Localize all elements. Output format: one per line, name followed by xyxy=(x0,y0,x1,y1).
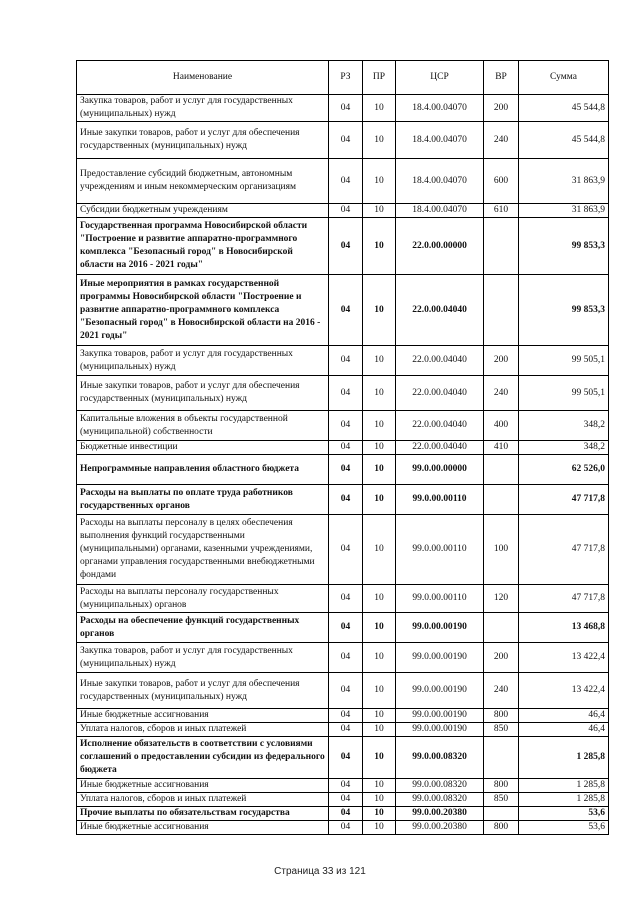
row-name-cell: Расходы на выплаты персоналу государственных (муниципальных) органов xyxy=(77,585,329,613)
row-rz-cell: 04 xyxy=(329,821,363,835)
table-row xyxy=(77,218,609,275)
row-name-cell: Бюджетные инвестиции xyxy=(77,441,329,455)
row-sum-cell: 46,4 xyxy=(519,709,609,723)
row-pr-cell: 10 xyxy=(363,441,396,455)
row-name-cell: Иные закупки товаров, работ и услуг для обеспечения государственных (муниципальных) нужд xyxy=(77,376,329,411)
row-csr-cell: 99.0.00.00000 xyxy=(396,455,484,485)
row-name-cell: Закупка товаров, работ и услуг для государственных (муниципальных) нужд xyxy=(77,643,329,673)
row-vr-cell: 200 xyxy=(484,346,519,376)
row-csr-cell: 99.0.00.00190 xyxy=(396,709,484,723)
table-row xyxy=(77,275,609,346)
row-pr-cell: 10 xyxy=(363,95,396,122)
row-sum-cell: 62 526,0 xyxy=(519,455,609,485)
row-csr-cell: 22.0.00.04040 xyxy=(396,346,484,376)
row-csr-cell: 99.0.00.00190 xyxy=(396,723,484,737)
row-name-cell: Государственная программа Новосибирской области "Построение и развитие аппаратно-программного комплекса "Безопасный город" в Новосибирской области на 2016 - 2021 годы" xyxy=(77,218,329,275)
header-vr: ВР xyxy=(484,61,519,95)
row-rz-cell: 04 xyxy=(329,515,363,585)
row-vr-cell xyxy=(484,275,519,346)
table-row xyxy=(77,376,609,411)
row-sum-cell: 13 422,4 xyxy=(519,673,609,709)
row-rz-cell: 04 xyxy=(329,95,363,122)
row-name-cell: Иные закупки товаров, работ и услуг для обеспечения государственных (муниципальных) нужд xyxy=(77,673,329,709)
row-rz-cell: 04 xyxy=(329,411,363,441)
row-csr-cell: 22.0.00.04040 xyxy=(396,376,484,411)
header-csr: ЦСР xyxy=(396,61,484,95)
row-sum-cell: 46,4 xyxy=(519,723,609,737)
row-pr-cell: 10 xyxy=(363,709,396,723)
table-row xyxy=(77,204,609,218)
row-name-cell: Уплата налогов, сборов и иных платежей xyxy=(77,793,329,807)
row-rz-cell: 04 xyxy=(329,709,363,723)
row-name-cell: Непрограммные направления областного бюджета xyxy=(77,455,329,485)
row-csr-cell: 18.4.00.04070 xyxy=(396,204,484,218)
row-pr-cell: 10 xyxy=(363,585,396,613)
row-csr-cell: 99.0.00.00110 xyxy=(396,585,484,613)
table-row xyxy=(77,95,609,122)
row-sum-cell: 53,6 xyxy=(519,821,609,835)
row-sum-cell: 348,2 xyxy=(519,411,609,441)
row-sum-cell: 99 853,3 xyxy=(519,275,609,346)
row-vr-cell: 240 xyxy=(484,376,519,411)
row-sum-cell: 99 853,3 xyxy=(519,218,609,275)
row-pr-cell: 10 xyxy=(363,376,396,411)
row-sum-cell: 99 505,1 xyxy=(519,376,609,411)
row-vr-cell: 850 xyxy=(484,793,519,807)
table-row xyxy=(77,709,609,723)
row-vr-cell: 400 xyxy=(484,411,519,441)
row-csr-cell: 99.0.00.20380 xyxy=(396,807,484,821)
row-rz-cell: 04 xyxy=(329,793,363,807)
table-row xyxy=(77,485,609,515)
row-name-cell: Капитальные вложения в объекты государственной (муниципальной) собственности xyxy=(77,411,329,441)
row-rz-cell: 04 xyxy=(329,643,363,673)
row-pr-cell: 10 xyxy=(363,737,396,779)
row-csr-cell: 99.0.00.08320 xyxy=(396,737,484,779)
row-sum-cell: 31 863,9 xyxy=(519,159,609,204)
row-pr-cell: 10 xyxy=(363,793,396,807)
row-vr-cell xyxy=(484,455,519,485)
table-row xyxy=(77,821,609,835)
row-sum-cell: 99 505,1 xyxy=(519,346,609,376)
row-vr-cell: 800 xyxy=(484,709,519,723)
row-name-cell: Расходы на выплаты персоналу в целях обеспечения выполнения функций государственными (муниципальными) органами, казенными учреждениями, органами управления государственными внебюджетными фондами xyxy=(77,515,329,585)
row-pr-cell: 10 xyxy=(363,455,396,485)
row-sum-cell: 13 468,8 xyxy=(519,613,609,643)
row-csr-cell: 99.0.00.00110 xyxy=(396,485,484,515)
row-rz-cell: 04 xyxy=(329,275,363,346)
row-name-cell: Иные бюджетные ассигнования xyxy=(77,779,329,793)
row-name-cell: Расходы на выплаты по оплате труда работников государственных органов xyxy=(77,485,329,515)
row-csr-cell: 99.0.00.08320 xyxy=(396,793,484,807)
row-rz-cell: 04 xyxy=(329,485,363,515)
row-pr-cell: 10 xyxy=(363,485,396,515)
table-body xyxy=(77,95,609,835)
row-sum-cell: 47 717,8 xyxy=(519,515,609,585)
row-name-cell: Иные мероприятия в рамках государственной программы Новосибирской области "Построение и развитие аппаратно-программного комплекса "Безопасный город" в Новосибирской области на 2016 - 2021 годы" xyxy=(77,275,329,346)
row-csr-cell: 99.0.00.08320 xyxy=(396,779,484,793)
row-vr-cell: 610 xyxy=(484,204,519,218)
row-name-cell: Иные бюджетные ассигнования xyxy=(77,709,329,723)
row-name-cell: Уплата налогов, сборов и иных платежей xyxy=(77,723,329,737)
row-pr-cell: 10 xyxy=(363,643,396,673)
row-name-cell: Расходы на обеспечение функций государственных органов xyxy=(77,613,329,643)
row-name-cell: Исполнение обязательств в соответствии с условиями соглашений о предоставлении субсидии из федерального бюджета xyxy=(77,737,329,779)
row-pr-cell: 10 xyxy=(363,346,396,376)
row-sum-cell: 1 285,8 xyxy=(519,779,609,793)
row-name-cell: Закупка товаров, работ и услуг для государственных (муниципальных) нужд xyxy=(77,95,329,122)
table-row xyxy=(77,779,609,793)
row-name-cell: Предоставление субсидий бюджетным, автономным учреждениям и иным некоммерческим организациям xyxy=(77,159,329,204)
row-sum-cell: 47 717,8 xyxy=(519,585,609,613)
row-name-cell: Иные закупки товаров, работ и услуг для обеспечения государственных (муниципальных) нужд xyxy=(77,122,329,159)
table-row xyxy=(77,643,609,673)
row-vr-cell xyxy=(484,485,519,515)
row-vr-cell xyxy=(484,218,519,275)
row-csr-cell: 18.4.00.04070 xyxy=(396,159,484,204)
row-rz-cell: 04 xyxy=(329,441,363,455)
row-rz-cell: 04 xyxy=(329,122,363,159)
row-rz-cell: 04 xyxy=(329,723,363,737)
header-pr: ПР xyxy=(363,61,396,95)
table-row xyxy=(77,737,609,779)
row-sum-cell: 45 544,8 xyxy=(519,95,609,122)
table-row xyxy=(77,441,609,455)
row-pr-cell: 10 xyxy=(363,515,396,585)
row-vr-cell: 600 xyxy=(484,159,519,204)
row-pr-cell: 10 xyxy=(363,673,396,709)
header-sum: Сумма xyxy=(519,61,609,95)
row-vr-cell: 200 xyxy=(484,95,519,122)
row-csr-cell: 22.0.00.00000 xyxy=(396,218,484,275)
row-rz-cell: 04 xyxy=(329,346,363,376)
row-csr-cell: 22.0.00.04040 xyxy=(396,275,484,346)
row-vr-cell: 800 xyxy=(484,821,519,835)
row-pr-cell: 10 xyxy=(363,275,396,346)
table-header-row xyxy=(77,61,609,95)
row-csr-cell: 99.0.00.00190 xyxy=(396,643,484,673)
row-vr-cell: 850 xyxy=(484,723,519,737)
row-csr-cell: 99.0.00.20380 xyxy=(396,821,484,835)
row-vr-cell: 200 xyxy=(484,643,519,673)
row-pr-cell: 10 xyxy=(363,779,396,793)
table-row xyxy=(77,585,609,613)
table-row xyxy=(77,613,609,643)
row-rz-cell: 04 xyxy=(329,159,363,204)
table-row xyxy=(77,411,609,441)
row-name-cell: Иные бюджетные ассигнования xyxy=(77,821,329,835)
row-vr-cell: 100 xyxy=(484,515,519,585)
row-rz-cell: 04 xyxy=(329,807,363,821)
table-row xyxy=(77,807,609,821)
row-csr-cell: 18.4.00.04070 xyxy=(396,95,484,122)
row-sum-cell: 31 863,9 xyxy=(519,204,609,218)
row-pr-cell: 10 xyxy=(363,807,396,821)
row-vr-cell xyxy=(484,613,519,643)
table-row xyxy=(77,673,609,709)
page-number: Страница 33 из 121 xyxy=(274,866,366,877)
row-csr-cell: 99.0.00.00110 xyxy=(396,515,484,585)
row-sum-cell: 1 285,8 xyxy=(519,793,609,807)
row-rz-cell: 04 xyxy=(329,376,363,411)
row-rz-cell: 04 xyxy=(329,613,363,643)
row-rz-cell: 04 xyxy=(329,218,363,275)
row-pr-cell: 10 xyxy=(363,411,396,441)
row-rz-cell: 04 xyxy=(329,455,363,485)
row-vr-cell: 240 xyxy=(484,122,519,159)
row-name-cell: Субсидии бюджетным учреждениям xyxy=(77,204,329,218)
row-csr-cell: 99.0.00.00190 xyxy=(396,673,484,709)
row-rz-cell: 04 xyxy=(329,585,363,613)
row-pr-cell: 10 xyxy=(363,218,396,275)
row-rz-cell: 04 xyxy=(329,673,363,709)
table-row xyxy=(77,346,609,376)
row-sum-cell: 53,6 xyxy=(519,807,609,821)
table-row xyxy=(77,159,609,204)
table-row xyxy=(77,122,609,159)
row-name-cell: Прочие выплаты по обязательствам государства xyxy=(77,807,329,821)
table-row xyxy=(77,455,609,485)
row-rz-cell: 04 xyxy=(329,737,363,779)
row-vr-cell: 410 xyxy=(484,441,519,455)
row-vr-cell xyxy=(484,807,519,821)
row-sum-cell: 348,2 xyxy=(519,441,609,455)
row-pr-cell: 10 xyxy=(363,122,396,159)
row-pr-cell: 10 xyxy=(363,159,396,204)
header-rz: РЗ xyxy=(329,61,363,95)
row-rz-cell: 04 xyxy=(329,204,363,218)
table-row xyxy=(77,723,609,737)
table-row xyxy=(77,515,609,585)
row-name-cell: Закупка товаров, работ и услуг для государственных (муниципальных) нужд xyxy=(77,346,329,376)
row-sum-cell: 47 717,8 xyxy=(519,485,609,515)
row-csr-cell: 18.4.00.04070 xyxy=(396,122,484,159)
row-vr-cell: 800 xyxy=(484,779,519,793)
row-pr-cell: 10 xyxy=(363,613,396,643)
row-csr-cell: 22.0.00.04040 xyxy=(396,441,484,455)
row-csr-cell: 99.0.00.00190 xyxy=(396,613,484,643)
header-name: Наименование xyxy=(77,61,329,95)
row-sum-cell: 13 422,4 xyxy=(519,643,609,673)
row-pr-cell: 10 xyxy=(363,723,396,737)
row-vr-cell: 240 xyxy=(484,673,519,709)
row-sum-cell: 1 285,8 xyxy=(519,737,609,779)
row-rz-cell: 04 xyxy=(329,779,363,793)
row-sum-cell: 45 544,8 xyxy=(519,122,609,159)
row-pr-cell: 10 xyxy=(363,821,396,835)
budget-table xyxy=(76,60,609,835)
row-csr-cell: 22.0.00.04040 xyxy=(396,411,484,441)
row-vr-cell: 120 xyxy=(484,585,519,613)
row-vr-cell xyxy=(484,737,519,779)
table-row xyxy=(77,793,609,807)
row-pr-cell: 10 xyxy=(363,204,396,218)
